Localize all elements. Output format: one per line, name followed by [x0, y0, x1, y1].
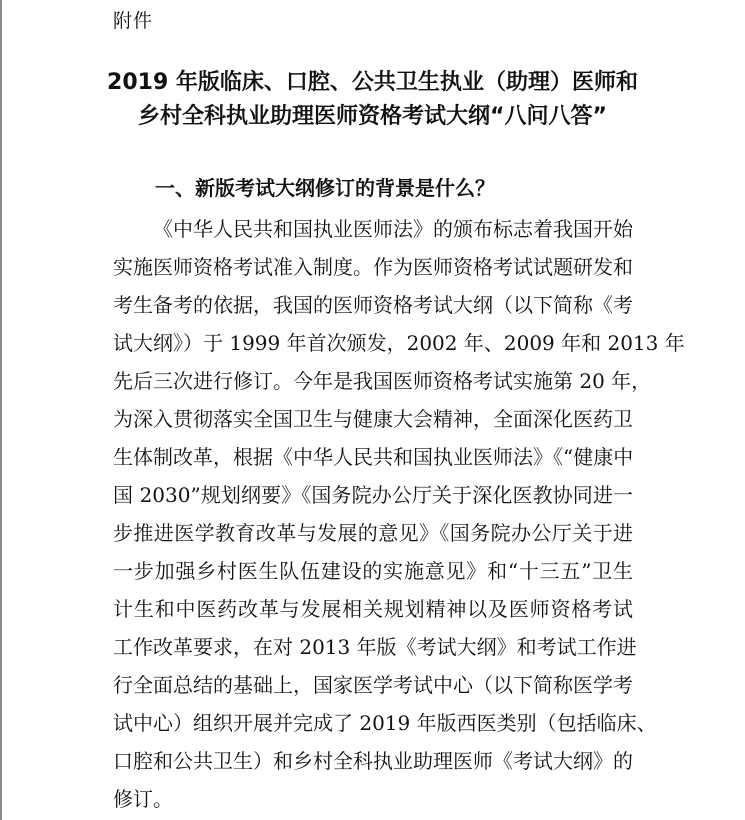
paragraph-line-15: 口腔和公共卫生）和乡村全科执业助理医师《考试大纲》的 — [113, 749, 633, 773]
paragraph-line-2: 实施医师资格考试准入制度。作为医师资格考试试题研发和 — [113, 255, 633, 279]
attachment-label: 附件 — [113, 10, 154, 32]
paragraph-line-10: 一步加强乡村医生队伍建设的实施意见》和“十三五”卫生 — [113, 559, 633, 583]
paragraph-line-9: 步推进医学教育改革与发展的意见》《国务院办公厅关于进 — [113, 521, 633, 545]
paragraph-line-13: 行全面总结的基础上，国家医学考试中心（以下简称医学考 — [113, 673, 633, 697]
section-heading: 一、新版考试大纲修订的背景是什么？ — [155, 176, 495, 200]
paragraph-line-8: 国 2030”规划纲要》《国务院办公厅关于深化医教协同进一 — [113, 483, 633, 507]
paragraph-line-11: 计生和中医药改革与发展相关规划精神以及医师资格考试 — [113, 597, 633, 621]
paragraph-line-14: 试中心）组织开展并完成了 2019 年版西医类别（包括临床、 — [113, 711, 657, 735]
paragraph-line-12: 工作改革要求，在对 2013 年版《考试大纲》和考试工作进 — [113, 635, 637, 659]
paragraph-line-3: 考生备考的依据，我国的医师资格考试大纲（以下简称《考 — [113, 293, 633, 317]
paragraph-line-1: 《中华人民共和国执业医师法》的颁布标志着我国开始 — [153, 217, 633, 241]
paragraph-line-7: 生体制改革，根据《中华人民共和国执业医师法》《“健康中 — [113, 445, 634, 469]
paragraph-line-6: 为深入贯彻落实全国卫生与健康大会精神，全面深化医药卫 — [113, 407, 633, 431]
paragraph-line-16: 修订。 — [113, 787, 173, 811]
document-title-line-1: 2019 年版临床、口腔、公共卫生执业（助理）医师和 — [107, 70, 638, 95]
document-title-line-2: 乡村全科执业助理医师资格考试大纲“八问八答” — [138, 104, 607, 129]
paragraph-line-4: 试大纲》）于 1999 年首次颁发，2002 年、2009 年和 2013 年 — [113, 331, 685, 355]
paragraph-line-5: 先后三次进行修订。今年是我国医师资格考试实施第 20 年， — [113, 369, 652, 393]
page-left-edge — [0, 0, 2, 820]
